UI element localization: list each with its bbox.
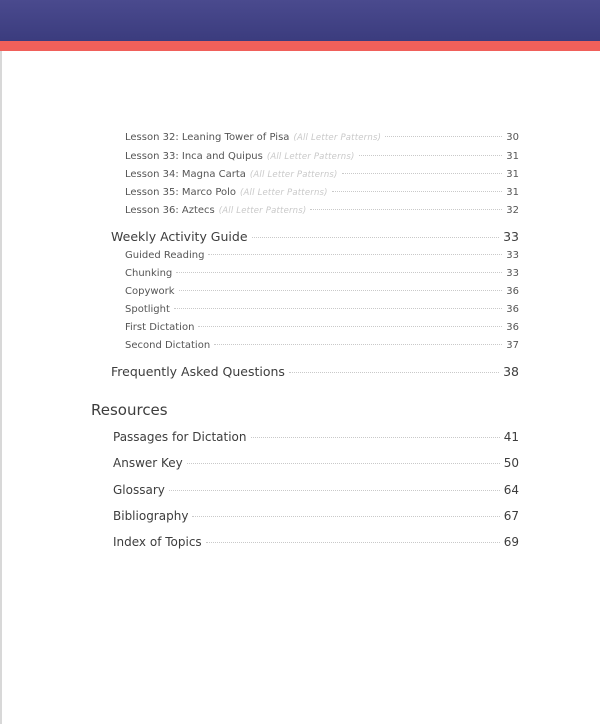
toc-entry-page: 31 [506, 169, 519, 180]
toc-entry-lesson-32[interactable] [125, 132, 519, 143]
dot-leader [169, 490, 500, 491]
dot-leader [198, 326, 502, 327]
toc-entry-weekly-activity-guide[interactable] [111, 229, 519, 244]
toc-entry-page: 32 [506, 205, 519, 216]
toc-entry-label: Answer Key [113, 456, 183, 470]
toc-entry-bibliography[interactable] [113, 509, 519, 523]
toc-entry-label: Bibliography [113, 509, 189, 523]
toc-entry-page: 37 [506, 340, 519, 351]
dot-leader [385, 136, 502, 137]
toc-entry-page: 69 [503, 535, 519, 549]
toc-entry-label: Guided Reading [125, 250, 205, 261]
toc-entry-label: Lesson 34: Magna Carta [125, 169, 246, 180]
toc-entry-label: Passages for Dictation [113, 430, 247, 444]
toc-entry-copywork[interactable] [125, 286, 519, 297]
toc-entry-label: Index of Topics [113, 535, 202, 549]
dot-leader [214, 344, 502, 345]
toc-entry-answer-key[interactable] [113, 456, 519, 470]
toc-entry-page: 36 [506, 304, 519, 315]
toc-entry-spotlight[interactable] [125, 304, 519, 315]
dot-leader [359, 155, 503, 156]
toc-entry-label: First Dictation [125, 322, 195, 333]
toc-entry-page: 41 [503, 430, 519, 444]
toc-entry-guided-reading[interactable] [125, 250, 519, 261]
toc-entry-label: Lesson 33: Inca and Quipus [125, 151, 263, 162]
dot-leader [342, 173, 503, 174]
toc-entry-page: 33 [503, 229, 519, 244]
dot-leader [208, 254, 502, 255]
toc-entry-label: Lesson 35: Marco Polo [125, 187, 237, 198]
toc-entry-note: (All Letter Patterns) [293, 133, 382, 143]
dot-leader [174, 308, 502, 309]
dot-leader [289, 372, 499, 373]
toc-entry-page: 50 [503, 456, 519, 470]
toc-entry-page: 31 [506, 151, 519, 162]
toc-entry-label: Weekly Activity Guide [111, 229, 248, 244]
dot-leader [251, 437, 500, 438]
toc-entry-page: 36 [506, 286, 519, 297]
toc-entry-page: 67 [503, 509, 519, 523]
toc-entry-faq[interactable] [111, 364, 519, 379]
toc-entry-lesson-35[interactable] [125, 187, 519, 198]
toc-entry-label: Second Dictation [125, 340, 211, 351]
dot-leader [187, 463, 500, 464]
toc-entry-second-dictation[interactable] [125, 340, 519, 351]
toc-entry-label: Glossary [113, 483, 165, 497]
toc-entry-note: (All Letter Patterns) [266, 152, 355, 162]
dot-leader [332, 191, 503, 192]
toc-entry-lesson-33[interactable] [125, 151, 519, 162]
toc-entry-label: Spotlight [125, 304, 170, 315]
dot-leader [176, 272, 502, 273]
toc-entry-page: 36 [506, 322, 519, 333]
toc-entry-glossary[interactable] [113, 483, 519, 497]
toc-entry-page: 30 [506, 132, 519, 143]
toc-entry-passages-for-dictation[interactable] [113, 430, 519, 444]
toc-entry-chunking[interactable] [125, 268, 519, 279]
dot-leader [310, 209, 502, 210]
dot-leader [192, 516, 499, 517]
toc-entry-lesson-34[interactable] [125, 169, 519, 180]
toc-entry-note: (All Letter Patterns) [249, 170, 338, 180]
toc-entry-label: Lesson 36: Aztecs [125, 205, 215, 216]
toc-entry-page: 33 [506, 250, 519, 261]
dot-leader [179, 290, 503, 291]
toc-entry-lesson-36[interactable] [125, 205, 519, 216]
toc-entry-page: 64 [503, 483, 519, 497]
dot-leader [206, 542, 500, 543]
toc-entry-page: 33 [506, 268, 519, 279]
toc-entry-note: (All Letter Patterns) [218, 206, 307, 216]
dot-leader [252, 237, 500, 238]
toc-entry-note: (All Letter Patterns) [240, 188, 328, 198]
section-heading-resources: Resources [91, 401, 168, 419]
toc-entry-label: Chunking [125, 268, 173, 279]
toc-entry-first-dictation[interactable] [125, 322, 519, 333]
toc-entry-label: Lesson 32: Leaning Tower of Pisa [125, 132, 290, 143]
toc-entry-label: Copywork [125, 286, 175, 297]
toc-entry-index-of-topics[interactable] [113, 535, 519, 549]
toc-entry-page: 38 [503, 364, 519, 379]
toc-entry-label: Frequently Asked Questions [111, 364, 285, 379]
toc-entry-page: 31 [506, 187, 519, 198]
